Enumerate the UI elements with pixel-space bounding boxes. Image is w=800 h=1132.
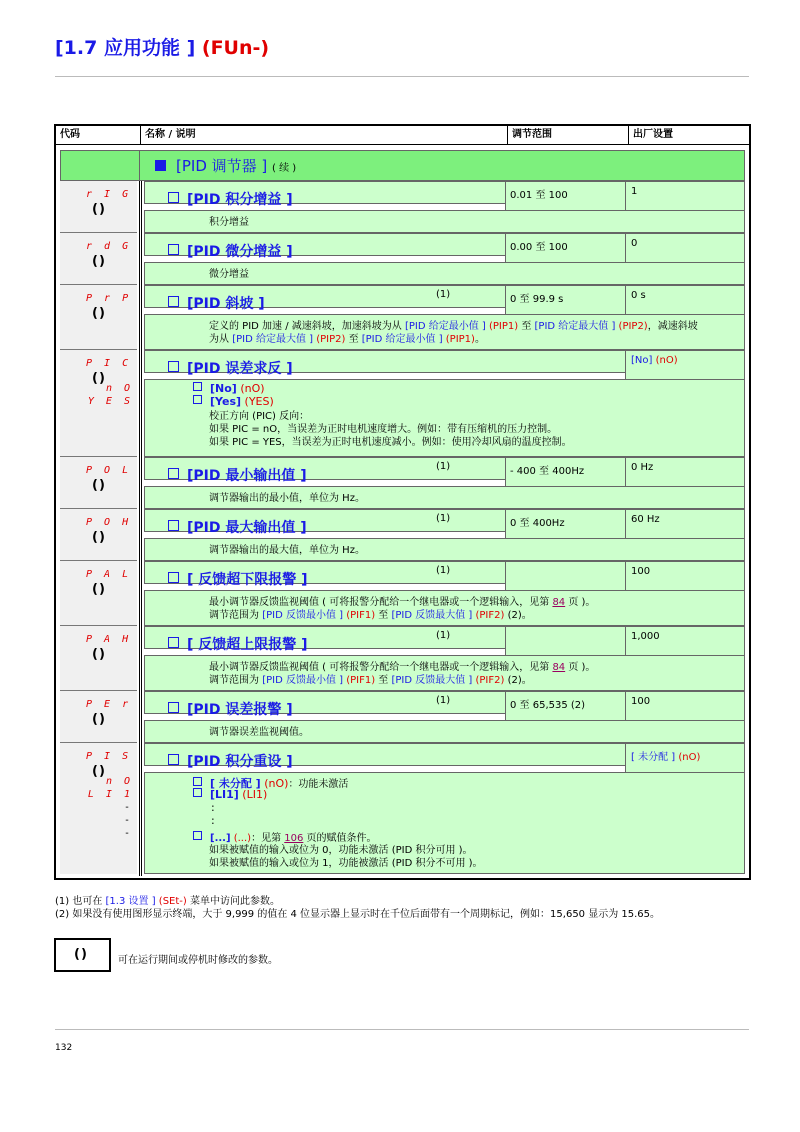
option-code: n O (105, 383, 133, 394)
code-cell-prp (60, 285, 137, 350)
col-header-name: 名称 / 说明 (145, 129, 196, 140)
option-dash: - (123, 815, 133, 826)
lock-icon: () (92, 478, 106, 493)
desc-pic-line3: 如果 PIC = YES，当误差为正时电机速度减小。例如：使用冷却风扇的温度控制。 (209, 437, 572, 448)
param-code: r I G (86, 189, 132, 200)
desc-rdg: 微分增益 (209, 269, 249, 280)
footer-rule (55, 1029, 749, 1030)
range-rig: 0.01 至 100 (510, 190, 568, 201)
param-code: P O L (86, 465, 132, 476)
range-prp: 0 至 99.9 s (510, 294, 564, 305)
desc-pis-line2: 如果被赋值的输入或位为 1，功能被激活 (PID 积分不可用 )。 (209, 858, 483, 869)
lock-icon: () (92, 306, 106, 321)
param-code: P I C (86, 358, 132, 369)
footnote-2: (2) 如果没有使用图形显示终端，大于 9,999 的值在 4 位显示器上显示时在千位后面带有一个周期标记，例如：15,650 显示为 15.65。 (55, 909, 661, 920)
page-title (55, 33, 269, 60)
param-code: P A H (86, 634, 132, 645)
footnote-ref: (1) (436, 461, 451, 472)
section-header (60, 150, 745, 181)
default-pah: 1,000 (631, 631, 660, 642)
desc-pol: 调节器输出的最小值，单位为 Hz。 (209, 493, 365, 504)
section-title: [PID 调节器 ] ( 续 ) (155, 155, 296, 176)
param-code: r d G (86, 241, 132, 252)
default-rig: 1 (631, 186, 638, 197)
checkbox-icon (168, 296, 179, 307)
legend-text: 可在运行期间或停机时修改的参数。 (118, 955, 278, 966)
default-prp: 0 s (631, 290, 646, 301)
square-bullet-icon (155, 160, 166, 171)
page-link[interactable]: 84 (552, 662, 566, 673)
param-code: P O H (86, 517, 132, 528)
param-name-pic: [PID 误差求反 ] (168, 358, 293, 378)
range-poh: 0 至 400Hz (510, 518, 565, 529)
desc-pal-line2: 调节范围为 [PID 反馈最小值 ] (PIF1) 至 [PID 反馈最大值 ] (PIF2) (2)。 (209, 610, 532, 621)
option-code: n O (105, 776, 133, 787)
desc-pis-line1: 如果被赋值的输入或位为 0，功能未激活 (PID 积分可用 )。 (209, 845, 473, 856)
checkbox-icon (168, 468, 179, 479)
checkbox-icon (193, 382, 202, 391)
code-cell-rig (60, 181, 137, 233)
title-menu: [1.7 应用功能 ] (55, 37, 196, 59)
default-pol: 0 Hz (631, 462, 654, 473)
range-per: 0 至 65,535 (2) (510, 700, 586, 711)
code-cell-poh (60, 509, 137, 561)
lock-icon: () (92, 647, 106, 662)
checkbox-icon (193, 831, 202, 840)
footnote-ref: (1) (436, 565, 451, 576)
page-number: 132 (55, 1043, 73, 1053)
header-rule (55, 76, 749, 77)
lock-icon: () (74, 947, 88, 962)
desc-per: 调节器误差监视阈值。 (209, 727, 309, 738)
col-header-default: 出厂设置 (633, 129, 673, 140)
desc-rig: 积分增益 (209, 217, 249, 228)
desc-poh: 调节器输出的最大值，单位为 Hz。 (209, 545, 365, 556)
param-code: P I S (86, 751, 132, 762)
lock-icon: () (92, 764, 106, 779)
option-yes: [Yes] (YES) (193, 395, 274, 408)
footnote-1: (1) 也可在 [1.3 设置 ] (SEt-) 菜单中访问此参数。 (55, 896, 280, 907)
param-name-prp: [PID 斜坡 ] (168, 293, 265, 313)
menu-link[interactable]: [1.3 设置 ] (105, 896, 156, 907)
param-name-rig: [PID 积分增益 ] (168, 189, 293, 209)
legend-box (54, 938, 111, 972)
default-pic: [No] (nO) (631, 355, 678, 366)
code-cell-pol (60, 457, 137, 509)
default-pal: 100 (631, 566, 651, 577)
code-cell-rdg (60, 233, 137, 285)
option-unassigned: [ 未分配 ] (nO)：功能未激活 (193, 775, 348, 791)
page-link[interactable]: 84 (552, 597, 566, 608)
desc-prp-line2: 为从 [PID 给定最大值 ] (PIP2) 至 [PID 给定最小值 ] (PIP1)。 (209, 334, 485, 345)
footnote-ref: (1) (436, 695, 451, 706)
code-cell-pal (60, 561, 137, 626)
option-dash: - (123, 802, 133, 813)
option-code: L I 1 (87, 789, 133, 800)
option-other: [...] (...)：见第 106 页的赋值条件。 (193, 829, 377, 844)
default-per: 100 (631, 696, 651, 707)
checkbox-icon (168, 244, 179, 255)
page-link[interactable]: 106 (284, 833, 304, 844)
title-code: (FUn-) (201, 37, 270, 59)
code-cell-per (60, 691, 137, 743)
checkbox-icon (168, 361, 179, 372)
checkbox-icon (193, 788, 202, 797)
param-name-rdg: [PID 微分增益 ] (168, 241, 293, 261)
code-cell-pah (60, 626, 137, 691)
footnote-ref: (1) (436, 513, 451, 524)
param-code: P r P (86, 293, 132, 304)
option-li1: [LI1] (LI1) (193, 788, 267, 801)
param-name-per: [PID 误差报警 ] (168, 699, 293, 719)
lock-icon: () (92, 254, 106, 269)
option-dash: - (123, 828, 133, 839)
checkbox-icon (168, 572, 179, 583)
option-no: [No] (nO) (193, 382, 265, 395)
lock-icon: () (92, 202, 106, 217)
checkbox-icon (168, 637, 179, 648)
checkbox-icon (168, 192, 179, 203)
param-name-pal: [ 反馈超下限报警 ] (168, 569, 308, 589)
option-code: Y E S (87, 396, 133, 407)
default-rdg: 0 (631, 238, 638, 249)
lock-icon: () (92, 371, 106, 386)
lock-icon: () (92, 712, 106, 727)
desc-pic-line2: 如果 PIC = nO，当误差为正时电机速度增大。例如：带有压缩机的压力控制。 (209, 424, 558, 435)
param-name-poh: [PID 最大输出值 ] (168, 517, 307, 537)
col-header-code: 代码 (60, 129, 80, 140)
param-code: P A L (86, 569, 132, 580)
footnote-ref: (1) (436, 289, 451, 300)
range-rdg: 0.00 至 100 (510, 242, 568, 253)
footnotes (55, 895, 660, 921)
range-pol: - 400 至 400Hz (510, 466, 585, 477)
footnote-ref: (1) (436, 630, 451, 641)
desc-pah-line1: 最小调节器反馈监视阈值 ( 可将报警分配给一个继电器或一个逻辑输入，见第 84 页 )。 (209, 662, 596, 673)
default-pis: [ 未分配 ] (nO) (631, 752, 701, 763)
param-name-pis: [PID 积分重设 ] (168, 751, 293, 771)
param-name-pah: [ 反馈超上限报警 ] (168, 634, 308, 654)
default-poh: 60 Hz (631, 514, 660, 525)
param-code: P E r (86, 699, 132, 710)
checkbox-icon (168, 520, 179, 531)
parameter-table (54, 124, 751, 880)
desc-pah-line2: 调节范围为 [PID 反馈最小值 ] (PIF1) 至 [PID 反馈最大值 ] (PIF2) (2)。 (209, 675, 532, 686)
lock-icon: () (92, 582, 106, 597)
lock-icon: () (92, 530, 106, 545)
param-name-pol: [PID 最小输出值 ] (168, 465, 307, 485)
checkbox-icon (193, 395, 202, 404)
col-header-range: 调节范围 (512, 129, 552, 140)
ellipsis-dots: : (211, 801, 215, 814)
desc-prp-line1: 定义的 PID 加速 / 减速斜坡，加速斜坡为从 [PID 给定最小值 ] (PIP1) 至 [PID 给定最大值 ] (PIP2)，减速斜坡 (209, 321, 698, 332)
code-cell-pic (60, 350, 137, 457)
checkbox-icon (193, 777, 202, 786)
desc-pic-line1: 校正方向 (PIC) 反向： (209, 411, 310, 422)
checkbox-icon (168, 702, 179, 713)
checkbox-icon (168, 754, 179, 765)
ellipsis-dots: : (211, 814, 215, 827)
column-divider (139, 150, 142, 876)
code-cell-pis (60, 743, 137, 874)
desc-pal-line1: 最小调节器反馈监视阈值 ( 可将报警分配给一个继电器或一个逻辑输入，见第 84 页 )。 (209, 597, 596, 608)
